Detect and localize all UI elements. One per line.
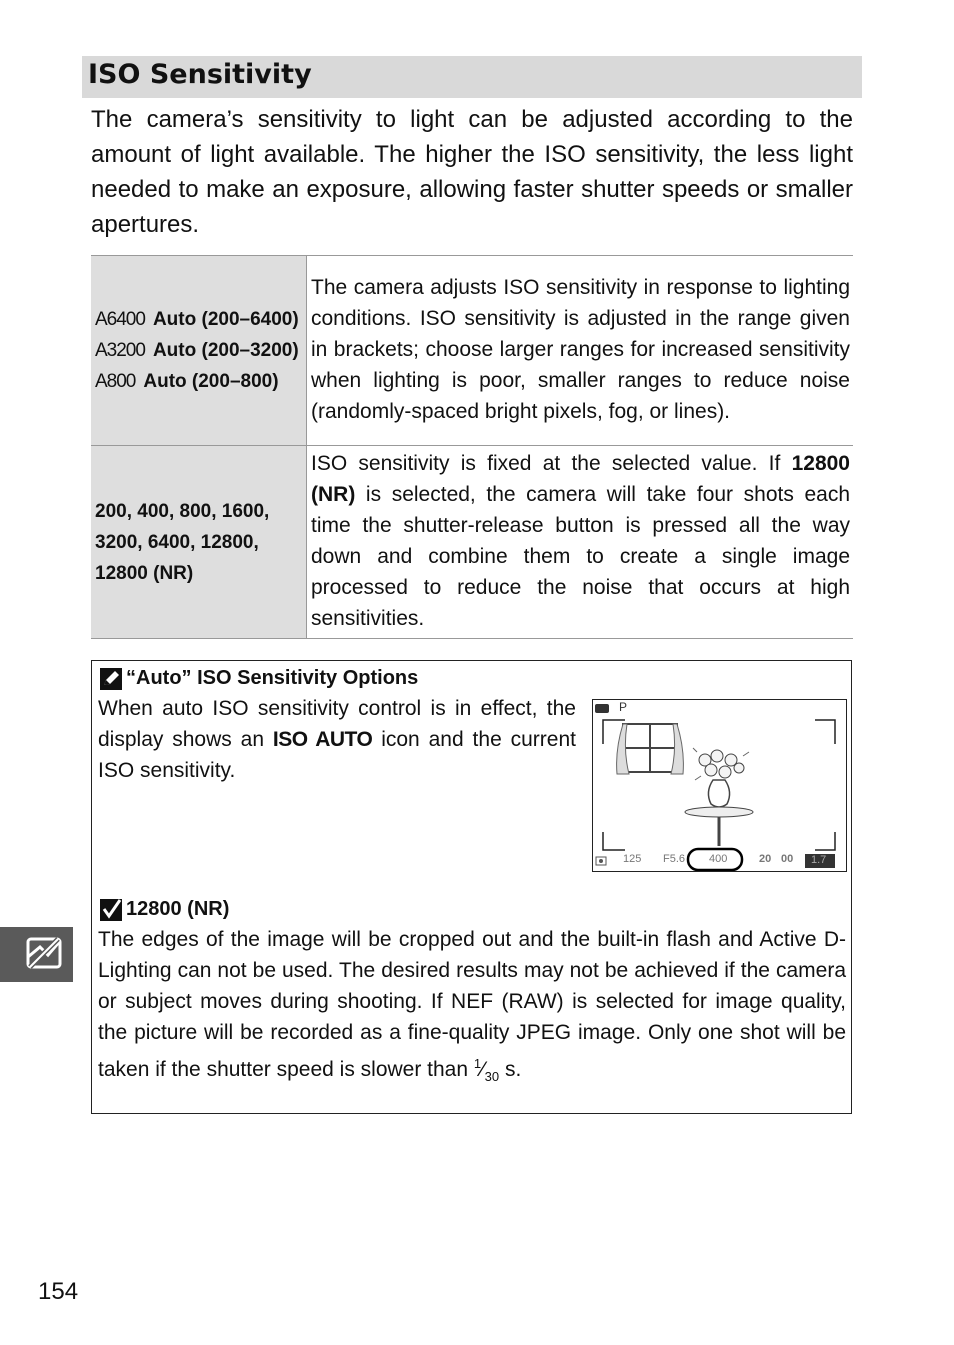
page-number: 154 — [38, 1278, 79, 1305]
camera-ev: 1.7 — [811, 854, 827, 866]
iso-auto-label: ISO AUTO — [272, 728, 373, 751]
auto-note-heading — [100, 667, 418, 690]
auto-note-text-b: icon and the current ISO sensitivity. — [98, 728, 576, 782]
nr-note-title: 12800 (NR) — [126, 898, 230, 920]
camera-frames: 20 — [759, 853, 772, 865]
caution-check-icon — [100, 899, 122, 921]
fixed-desc-text: ISO sensitivity is fixed at the selected value. If — [311, 452, 792, 475]
nr-note-body: The edges of the image will be cropped out and the built-in flash and Active D-Lighting can not be used. The desired results may not be achieved if the camera or subject moves during shooting. If NEF (RAW) is selected for image quality, the picture will be recorded as a fine-quality JPEG image. Only one shot will be taken if the shutter speed is slower than — [98, 928, 846, 1081]
auto-option-label: Auto (200–800) — [143, 371, 279, 392]
section-title-bar — [82, 56, 862, 98]
auto-options-cell — [91, 256, 307, 446]
auto-note-text — [98, 693, 576, 786]
auto-description: The camera adjusts ISO sensitivity in response to lighting conditions. ISO sensitivity is adjusted in the range given in brackets; choose larger ranges for increased sensitivity when lighting is poor, smaller ranges to reduce noise (randomly-spaced bright pixels, fog, or lines). — [307, 256, 854, 446]
nr-note-end: s. — [499, 1058, 522, 1081]
section-title: ISO Sensitivity — [88, 59, 312, 90]
auto-option — [95, 335, 300, 366]
table-row — [91, 446, 853, 639]
nr-option-inline: 12800 (NR) — [311, 452, 850, 506]
camera-scene-drawing — [593, 700, 846, 871]
auto-note-text-a: When auto ISO sensitivity control is in effect, the display shows an — [98, 697, 576, 751]
iso-options-table — [91, 255, 853, 639]
auto-option-code: A3200 — [95, 340, 145, 361]
auto-option — [95, 304, 300, 335]
camera-iso: 400 — [709, 853, 728, 865]
table-row — [91, 256, 853, 446]
camera-mode: P — [619, 700, 628, 714]
shooting-menu-icon — [0, 927, 73, 982]
pencil-note-icon — [100, 668, 122, 690]
camera-shutter: 125 — [623, 853, 642, 865]
intro-paragraph: The camera’s sensitivity to light can be adjusted according to the amount of light available. The higher the ISO sensitivity, the less light needed to make an exposure, allowing faster shutter speeds or smaller apertures. — [91, 106, 853, 238]
fraction-numerator: 1 — [473, 1056, 482, 1071]
nr-note-text — [98, 924, 846, 1092]
fixed-options-cell: 200, 400, 800, 1600, 3200, 6400, 12800, 12800 (NR) — [91, 446, 307, 639]
camera-aperture: F5.6 — [663, 853, 686, 865]
fraction-denominator: 30 — [484, 1069, 500, 1085]
nr-note-heading — [100, 898, 229, 921]
auto-note-title: “Auto” ISO Sensitivity Options — [126, 667, 419, 689]
chapter-tab — [0, 927, 73, 982]
auto-option — [95, 366, 300, 397]
notes-box — [91, 660, 852, 1114]
auto-option-label: Auto (200–3200) — [152, 340, 299, 361]
auto-option-code: A800 — [95, 371, 136, 392]
auto-option-code: A6400 — [95, 309, 145, 330]
shutter-fraction: $^1⁄_{30}$ — [473, 1056, 500, 1085]
fixed-desc-text-end: is selected, the camera will take four shots each time the shutter-release button is pressed all the way down and combine them to create a single image processed to reduce the noise that occurs at high sensitivities. — [311, 483, 850, 630]
auto-option-label: Auto (200–6400) — [152, 309, 299, 330]
camera-frames-unit: 00 — [781, 853, 794, 865]
camera-display-illustration — [592, 699, 847, 872]
fixed-description — [307, 446, 854, 639]
